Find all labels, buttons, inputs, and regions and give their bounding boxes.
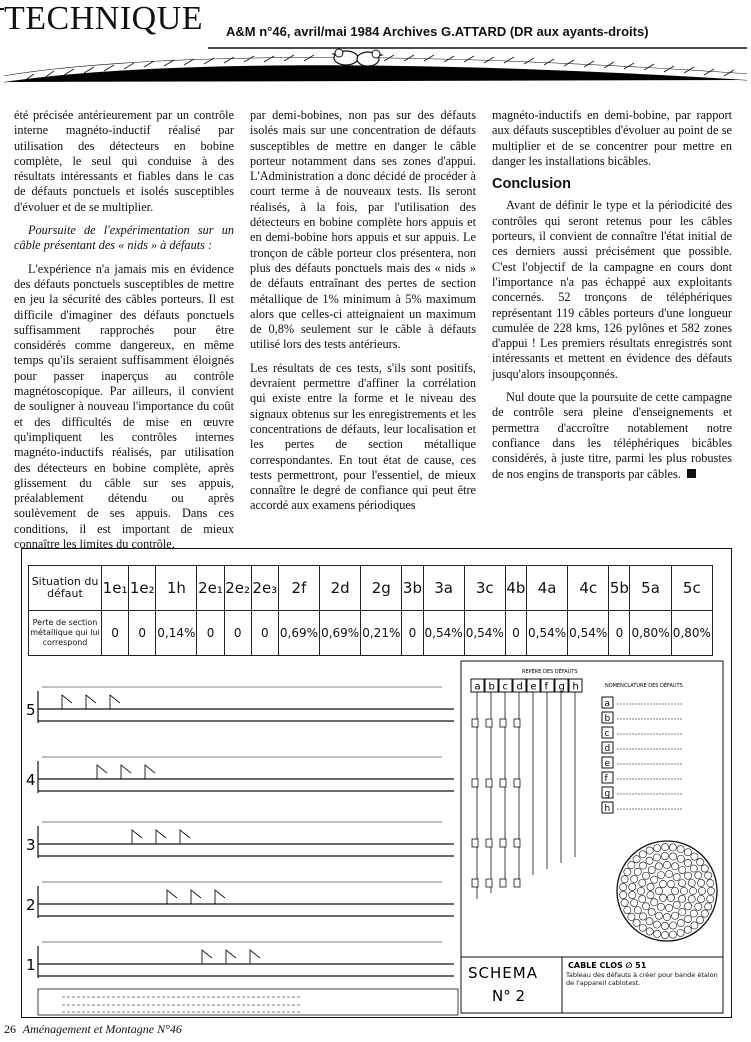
cable-wire	[680, 887, 687, 894]
cable-wire	[667, 894, 674, 901]
cable-wire	[631, 899, 638, 906]
defect-mark	[180, 830, 190, 844]
repere-letter: h	[572, 681, 579, 693]
cable-wire	[648, 908, 655, 915]
cable-wire	[705, 903, 712, 910]
defect-position-cell: 3a	[423, 566, 464, 611]
cable-wire	[661, 922, 668, 929]
repere-marker	[486, 879, 492, 887]
cable-wire	[654, 845, 661, 852]
level-label: 5	[26, 701, 36, 719]
repere-marker	[514, 839, 520, 847]
repere-marker	[514, 779, 520, 787]
cable-wire	[707, 895, 714, 902]
paragraph-text: Nul doute que la poursuite de cette campagne de contrôle sera pleine d'enseignements et permettra d'accroître notablement notre confiance dans les téléphériques bicâbles considérés, à juste titre, parmi les plus robustes de nos engins de transports par câbles.	[492, 390, 732, 481]
row-label: Perte de section métallique qui lui correspond	[29, 611, 102, 656]
row-label: Situation du défaut	[29, 566, 102, 611]
section-loss-cell: 0,54%	[423, 611, 464, 656]
cable-title: CABLE CLOS ∅ 51	[568, 961, 647, 970]
defect-mark	[110, 695, 120, 709]
cable-wire	[669, 922, 676, 929]
article-column-3	[492, 108, 732, 490]
cable-wire	[707, 887, 714, 894]
end-mark-icon	[687, 469, 696, 478]
cable-wire	[677, 846, 684, 853]
reperes-title: REPÈRE DES DÉFAUTS	[522, 669, 578, 675]
defect-position-cell: 3b	[402, 566, 423, 611]
defect-mark	[121, 765, 131, 779]
section-loss-cell: 0	[251, 611, 278, 656]
defect-mark	[132, 830, 142, 844]
defect-mark	[97, 765, 107, 779]
recording-strip	[26, 822, 454, 858]
legend-box	[38, 989, 458, 1015]
defect-position-row	[29, 566, 713, 611]
cable-wire	[684, 903, 691, 910]
level-label: 3	[26, 836, 36, 854]
defect-position-cell: 2f	[278, 566, 319, 611]
paragraph: Les résultats de ces tests, s'ils sont positifs, devraient permettre d'affiner la corrélation qui existe entre la forme et le niveau des signaux obtenus sur les enregistrements et les concentrations de défauts, leur localisation et les pertes de section métallique correspondantes. En tout état de cause, ces tests permettront, pour l'essentiel, de mieux connaître le degré de confiance qui peut être accordé aux examens périodiques	[250, 360, 476, 513]
cable-wire	[669, 931, 676, 938]
nomenclature-letter: a	[604, 699, 611, 709]
repere-marker	[472, 879, 478, 887]
defect-mark	[226, 950, 236, 964]
defect-mark	[62, 695, 72, 709]
nomenclature-letter: g	[604, 789, 611, 799]
cable-wire	[624, 868, 631, 875]
cable-wire	[677, 920, 684, 927]
nomenclature-letter: f	[604, 774, 608, 784]
cable-wire	[634, 868, 641, 875]
cable-wire	[647, 891, 654, 898]
defect-position-cell: 2d	[320, 566, 361, 611]
cable-wire	[620, 891, 627, 898]
paragraph: L'expérience n'a jamais mis en évidence des défauts ponctuels susceptibles de mettre en jeu la sécurité des câbles porteurs. Il est difficile d'imaginer des défauts ponctuels suffisamment rapprochés pour être considérés comme dangereux, en même temps qu'ils seraient suffisamment éloignés pour passer inaperçus au contrôle magnétoscopique. Par ailleurs, il convient de souligner à nouveau l'importance du coût et des difficultés de mise en œuvre qu'impliquent les contrôles internes magnéto-inductifs réalisés, par utilisation des détecteurs en bobine complète, après glissement du câble sur ses appuis, préalablement détendu ou après soulèvement de ses appuis. Dans ces conditions, il est important de mieux connaître les limites du contrôle,	[14, 261, 234, 552]
cable-wire	[629, 883, 636, 890]
defect-mark	[191, 890, 201, 904]
cable-wire	[639, 913, 646, 920]
repere-marker	[500, 839, 506, 847]
repere-letter: d	[516, 681, 523, 693]
cable-wire	[671, 887, 678, 894]
cable-wire	[673, 901, 680, 908]
repere-marker	[514, 879, 520, 887]
cable-wire	[679, 866, 686, 873]
repere-letter: c	[502, 681, 508, 693]
repere-marker	[486, 839, 492, 847]
recording-strip	[26, 687, 454, 723]
repere-marker	[500, 719, 506, 727]
section-loss-cell: 0,54%	[568, 611, 609, 656]
repere-marker	[486, 779, 492, 787]
cable-wire	[697, 879, 704, 886]
repere-marker	[472, 839, 478, 847]
cable-wire	[678, 879, 685, 886]
defect-mark	[156, 830, 166, 844]
defect-position-cell: 5c	[671, 566, 712, 611]
level-label: 4	[26, 771, 36, 789]
page-footer	[4, 1022, 182, 1037]
paragraph: magnéto-inductifs en demi-bobine, par rapport aux défauts susceptibles d'évoluer au point de se multiplier et de se concentrer pour mettre en danger les installations bicâbles.	[492, 108, 732, 168]
defect-position-cell: 2e₁	[197, 566, 224, 611]
subheading: Poursuite de l'expérimentation sur un câble présentant des « nids » à défauts :	[14, 223, 234, 253]
cable-wire	[663, 861, 670, 868]
decorative-band	[4, 44, 747, 88]
cable-wire	[661, 852, 668, 859]
cable-wire	[688, 879, 695, 886]
cable-wire	[631, 875, 638, 882]
defect-mark	[145, 765, 155, 779]
article-column-1	[14, 108, 234, 560]
section-loss-cell: 0	[609, 611, 630, 656]
cable-wire	[690, 910, 697, 917]
cable-wire	[629, 891, 636, 898]
cable-wire	[701, 910, 708, 917]
cable-schema-drawing	[22, 659, 731, 1017]
cable-wire	[661, 843, 668, 850]
cable-wire	[633, 856, 640, 863]
repere-marker	[486, 719, 492, 727]
section-loss-cell: 0,69%	[320, 611, 361, 656]
section-loss-cell: 0	[197, 611, 224, 656]
cable-wire	[646, 918, 653, 925]
cable-wire	[634, 907, 641, 914]
repere-marker	[500, 779, 506, 787]
cable-wire	[642, 872, 649, 879]
defect-mark	[202, 950, 212, 964]
cable-wire	[647, 883, 654, 890]
defect-position-cell: 4b	[505, 566, 526, 611]
section-loss-cell: 0	[102, 611, 129, 656]
cable-wire	[655, 863, 662, 870]
defect-position-cell: 3c	[464, 566, 505, 611]
repere-marker	[500, 879, 506, 887]
cable-wire	[657, 903, 664, 910]
section-loss-cell: 0	[129, 611, 156, 656]
cable-wire	[684, 872, 691, 879]
cable-wire	[669, 844, 676, 851]
schema-number: N° 2	[492, 987, 526, 1005]
cable-wire	[701, 865, 708, 872]
section-loss-cell: 0,54%	[464, 611, 505, 656]
section-loss-cell: 0,80%	[671, 611, 712, 656]
repere-letter: g	[558, 681, 565, 693]
page-number: 26	[4, 1022, 16, 1036]
cable-wire	[695, 903, 702, 910]
cable-wire	[639, 862, 646, 869]
cable-wire	[690, 865, 697, 872]
paragraph	[492, 390, 732, 482]
cable-wire	[654, 930, 661, 937]
cable-wire	[651, 899, 658, 906]
defect-position-cell: 2e₂	[224, 566, 251, 611]
nomenclature-letter: b	[604, 714, 611, 724]
section-loss-cell: 0,69%	[278, 611, 319, 656]
cable-wire	[657, 872, 664, 879]
cable-wire	[673, 873, 680, 880]
cable-wire	[705, 872, 712, 879]
section-loss-cell: 0	[224, 611, 251, 656]
repere-letter: f	[544, 681, 549, 693]
cable-wire	[677, 855, 684, 862]
repere-marker	[472, 719, 478, 727]
cable-wire	[684, 859, 691, 866]
recording-strip	[26, 882, 454, 918]
cable-wire	[639, 895, 646, 902]
section-loss-cell: 0	[402, 611, 423, 656]
cable-wire	[691, 922, 698, 929]
cable-wire	[624, 906, 631, 913]
cable-wire	[620, 883, 627, 890]
cable-wire	[633, 919, 640, 926]
section-loss-cell: 0,54%	[526, 611, 567, 656]
cable-wire	[667, 880, 674, 887]
cable-wire	[621, 876, 628, 883]
conclusion-heading: Conclusion	[492, 176, 571, 193]
cable-wire	[655, 912, 662, 919]
cable-wire	[684, 915, 691, 922]
cable-wire	[688, 895, 695, 902]
cable-wire	[642, 903, 649, 910]
cable-caption: Tableau des défauts à créer pour bande étalon de l'appareil cablotest.	[566, 971, 718, 987]
cable-wire	[697, 858, 704, 865]
cable-wire	[621, 899, 628, 906]
section-loss-cell: 0,14%	[156, 611, 197, 656]
repere-letter: e	[530, 681, 537, 693]
cable-wire	[677, 929, 684, 936]
section-loss-cell: 0	[505, 611, 526, 656]
defect-mark	[167, 890, 177, 904]
defect-position-cell: 5b	[609, 566, 630, 611]
nomenclature-letter: c	[604, 729, 610, 739]
defect-position-cell: 1e₂	[129, 566, 156, 611]
nomenclature-letter: h	[604, 804, 611, 814]
cable-wire	[646, 847, 653, 854]
section-loss-cell: 0,21%	[361, 611, 402, 656]
cable-wire	[655, 887, 662, 894]
recording-strip	[26, 942, 454, 978]
defect-position-cell: 4a	[526, 566, 567, 611]
cable-wire	[695, 872, 702, 879]
article-column-2	[250, 108, 476, 522]
defect-position-cell: 2g	[361, 566, 402, 611]
cable-wire	[637, 887, 644, 894]
cable-wire	[691, 853, 698, 860]
cable-wire	[653, 921, 660, 928]
repere-letter: b	[488, 681, 495, 693]
cable-wire	[639, 924, 646, 931]
defect-position-cell: 2e₃	[251, 566, 278, 611]
cable-wire	[698, 887, 705, 894]
level-label: 1	[26, 956, 36, 974]
defect-mark	[250, 950, 260, 964]
cable-wire	[669, 853, 676, 860]
cable-wire	[697, 895, 704, 902]
defect-position-cell: 4c	[568, 566, 609, 611]
nomenclature-title: NOMENCLATURE DES DÉFAUTS	[605, 683, 683, 689]
nomenclature-letter: e	[604, 759, 611, 769]
paragraph: par demi-bobines, non pas sur des défauts isolés mais sur une concentration de défauts susceptibles de mettre en danger le câble porteur notamment dans ses zones d'appui. L'Administration a donc décidé de procéder à court terme à de nouveaux tests. Ils seront réalisés, à la fois, par l'utilisation des détecteurs en bobine complète hors appuis et en demi-bobine hors appuis et sur appuis. Le tronçon de câble porteur clos présentera, non plus des défauts ponctuels mais des « nids » de défauts entraînant des pertes de section métallique de 1% minimum à 5% maximum alors que celles-ci atteignaient un maximum de 0,8% seulement sur le câble à défauts utilisé lors des tests antérieurs.	[250, 108, 476, 352]
cable-wire	[648, 866, 655, 873]
level-label: 2	[26, 896, 36, 914]
cable-wire	[628, 862, 635, 869]
defect-table	[28, 565, 713, 656]
cable-wire	[663, 913, 670, 920]
cable-wire	[689, 887, 696, 894]
defect-position-cell: 1h	[156, 566, 197, 611]
defect-mark	[86, 695, 96, 709]
defect-position-cell: 1e₁	[102, 566, 129, 611]
paragraph: Avant de définir le type et la périodicité des contrôles qui seront retenus pour les câbles porteurs, il convient de connaître l'état initial de ces derniers aussi précisément que possible. C'est l'objectif de la campagne en cours dont l'importance n'a pas échappé aux exploitants concernés. 52 tronçons de téléphériques représentant 119 câbles porteurs d'une longueur cumulée de 228 kms, 126 pylônes et 582 zones d'appui ! Les premiers résultats enregistrés sont intéressants et mettent en évidence des défauts jusqu'alors insoupçonnés.	[492, 198, 732, 381]
section-title: TECHNIQUE	[4, 0, 204, 37]
cable-wire	[665, 871, 672, 878]
cable-wire	[659, 894, 666, 901]
cable-wire	[646, 928, 653, 935]
cable-wire	[659, 880, 666, 887]
cable-wire	[661, 931, 668, 938]
repere-letter: a	[474, 681, 481, 693]
cable-wire	[653, 854, 660, 861]
repere-marker	[514, 719, 520, 727]
cable-wire	[665, 904, 672, 911]
figure-schema	[21, 548, 732, 1018]
section-loss-row	[29, 611, 713, 656]
cable-wire	[707, 880, 714, 887]
cable-wire	[671, 912, 678, 919]
recording-strip	[26, 757, 454, 793]
repere-marker	[472, 779, 478, 787]
cable-wire	[646, 857, 653, 864]
cable-wire	[671, 863, 678, 870]
article-body	[14, 108, 736, 552]
cable-cross-section-icon	[617, 841, 717, 941]
cable-wire	[651, 876, 658, 883]
schema-title: SCHEMA	[468, 964, 538, 982]
nomenclature-letter: d	[604, 744, 611, 754]
magazine-name: Aménagement et Montagne N°46	[22, 1022, 182, 1036]
cable-wire	[684, 926, 691, 933]
cable-wire	[684, 849, 691, 856]
section-loss-cell: 0,80%	[630, 611, 671, 656]
paragraph: été précisée antérieurement par un contrôle interne magnéto-inductif réalisé par utilisation des détecteurs en bobine complète, le seul qui conduise à des résultats intéressants et fiables dans le cas de défauts ponctuels et isolés susceptibles d'évoluer et de se multiplier.	[14, 108, 234, 214]
cable-wire	[678, 895, 685, 902]
cable-wire	[639, 851, 646, 858]
header-caption: A&M n°46, avril/mai 1984 Archives G.ATTARD (DR aux ayants-droits)	[226, 24, 649, 39]
cable-wire	[639, 879, 646, 886]
defect-mark	[215, 890, 225, 904]
cable-wire	[679, 908, 686, 915]
cable-wire	[628, 913, 635, 920]
cable-wire	[697, 916, 704, 923]
defect-position-cell: 5a	[630, 566, 671, 611]
